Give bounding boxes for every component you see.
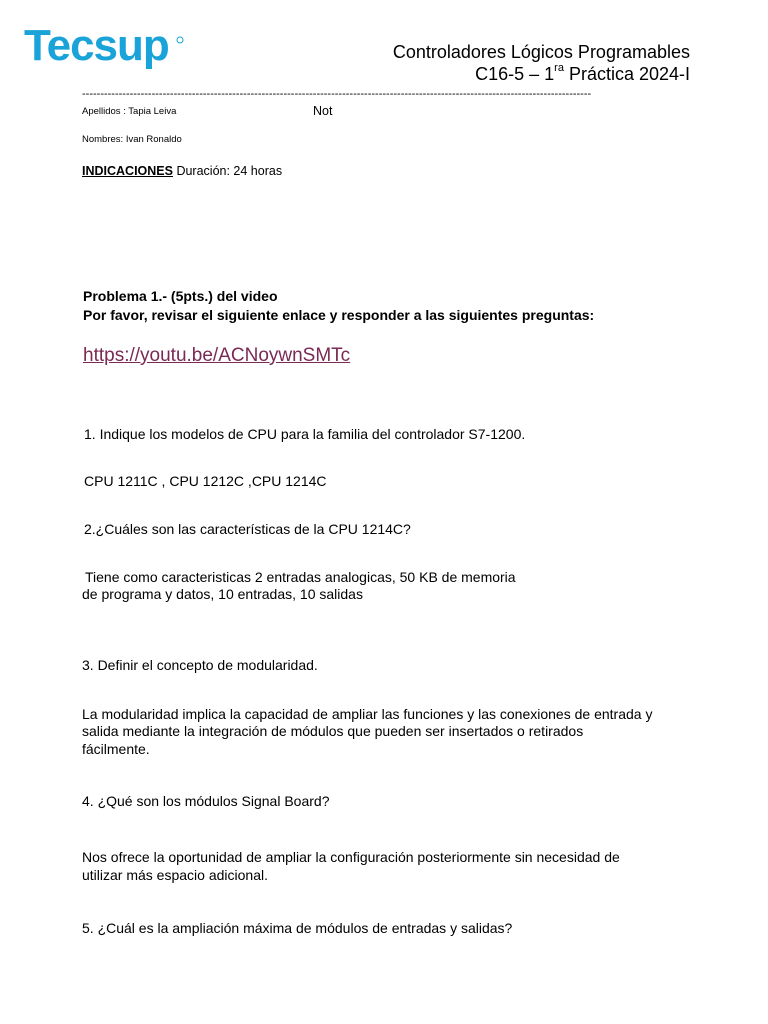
answer-3-line-1: La modularidad implica la capacidad de ampliar las funciones y las conexiones de entrada y [82, 706, 653, 722]
answer-4-line-2: utilizar más espacio adicional. [82, 867, 268, 883]
video-link[interactable]: https://youtu.be/ACNoywnSMTc [83, 345, 351, 366]
question-2: 2.¿Cuáles son las características de la CPU 1214C? [84, 521, 411, 537]
registered-mark-icon [177, 37, 183, 43]
course-title: Controladores Lógicos Programables [392, 42, 690, 62]
question-4: 4. ¿Qué son los módulos Signal Board? [82, 793, 330, 809]
problem-instruction: Por favor, revisar el siguiente enlace y responder a las siguientes preguntas: [83, 307, 595, 323]
problem-title: Problema 1.- (5pts.) del video [83, 288, 278, 304]
logo-text: Tecsup [24, 22, 169, 70]
answer-4-line-1: Nos ofrece la oportunidad de ampliar la configuración posteriormente sin necesidad de [82, 849, 620, 865]
indicaciones-label: INDICACIONES [82, 164, 173, 178]
answer-3-line-2: salida mediante la integración de módulos que pueden ser insertados o retirados [82, 723, 584, 739]
answer-1: CPU 1211C , CPU 1212C ,CPU 1214C [84, 473, 327, 489]
answer-3-line-3: fácilmente. [82, 741, 150, 757]
question-5: 5. ¿Cuál es la ampliación máxima de módulos de entradas y salidas? [82, 920, 513, 936]
ordinal-superscript: ra [554, 62, 564, 74]
nombres-field: Nombres: Ivan Ronaldo [82, 134, 182, 145]
answer-2-line-1: Tiene como caracteristicas 2 entradas analogicas, 50 KB de memoria [85, 569, 516, 585]
practice-title [475, 64, 690, 85]
course-code: C16-5 – 1 [475, 64, 555, 84]
apellidos-field: Apellidos : Tapia Leiva [82, 106, 177, 117]
nota-label: Not [313, 104, 333, 118]
question-1: 1. Indique los modelos de CPU para la familia del controlador S7-1200. [84, 426, 526, 442]
question-3: 3. Definir el concepto de modularidad. [82, 657, 318, 673]
header-separator: ------------------------------------------------------------------------------------------------------------------------------------------- [82, 88, 592, 100]
indicaciones [82, 164, 282, 178]
tecsup-logo [24, 22, 184, 72]
answer-2-line-2: de programa y datos, 10 entradas, 10 salidas [82, 586, 363, 602]
practice-label: Práctica 2024-I [563, 64, 690, 84]
indicaciones-text: Duración: 24 horas [172, 164, 283, 178]
